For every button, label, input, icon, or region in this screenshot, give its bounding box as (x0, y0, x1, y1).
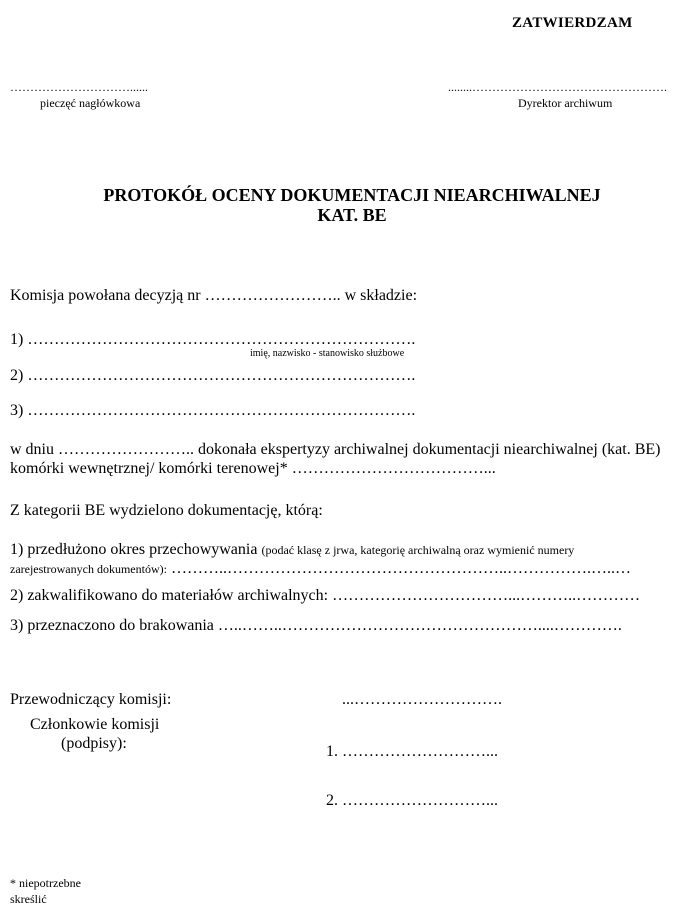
member-1-line: 1) ………………………………………………………………. (10, 331, 416, 348)
item-1-line2-hint: zarejestrowanych dokumentów): (10, 562, 167, 576)
document-title: PROTOKÓŁ OCENY DOKUMENTACJI NIEARCHIWALNEJ (103, 185, 601, 205)
expertise-line-1: w dniu …………………….. dokonała ekspertyzy archiwalnej dokumentacji niearchiwalnej (kat. BE) (10, 441, 661, 458)
chair-label: Przewodniczący komisji: (10, 691, 172, 708)
separated-intro: Z kategorii BE wydzielono dokumentację, którą: (10, 502, 323, 519)
member-3-line: 3) ………………………………………………………………. (10, 402, 416, 419)
item-1-line (10, 541, 574, 559)
members-sub-label: (podpisy): (61, 735, 127, 752)
member-signature-2: 2. ………………………... (326, 792, 498, 809)
member-hint: imię, nazwisko - stanowisko służbowe (250, 348, 405, 359)
director-signature-line: ........…………………………………………. (448, 80, 667, 94)
chair-signature-line: ...………………………. (342, 691, 502, 708)
item-1-hint: (podać klasę z jrwa, kategorię archiwalną oraz wymienić numery (261, 543, 575, 557)
director-label: Dyrektor archiwum (518, 96, 613, 110)
footnote-line-2: skreślić (10, 892, 47, 906)
member-signature-1: 1. ………………………... (326, 743, 498, 760)
footnote-line-1: * niepotrzebne (10, 876, 81, 890)
item-2-line: 2) zakwalifikowano do materiałów archiwalnych: ……………………………...………..………… (10, 587, 641, 604)
stamp-label: pieczęć nagłówkowa (40, 96, 141, 110)
item-1-main: 1) przedłużono okres przechowywania (10, 541, 258, 558)
member-2-line: 2) ………………………………………………………………. (10, 367, 416, 384)
approve-label: ZATWIERDZAM (512, 15, 633, 31)
commission-line: Komisja powołana decyzją nr …………………….. w składzie: (10, 287, 418, 304)
item-1-line-2 (10, 560, 631, 578)
expertise-line-2: komórki wewnętrznej/ komórki terenowej* ………………………………... (10, 460, 496, 477)
item-3-line: 3) przeznaczono do brakowania …..……..…………………………………………....…………. (10, 617, 622, 634)
item-1-line2-dots: ………..……………………………………………..…………….…..… (170, 560, 631, 577)
members-label: Członkowie komisji (30, 716, 160, 733)
document-subtitle: KAT. BE (317, 205, 387, 225)
stamp-signature-line: …………………………...... (10, 80, 148, 94)
